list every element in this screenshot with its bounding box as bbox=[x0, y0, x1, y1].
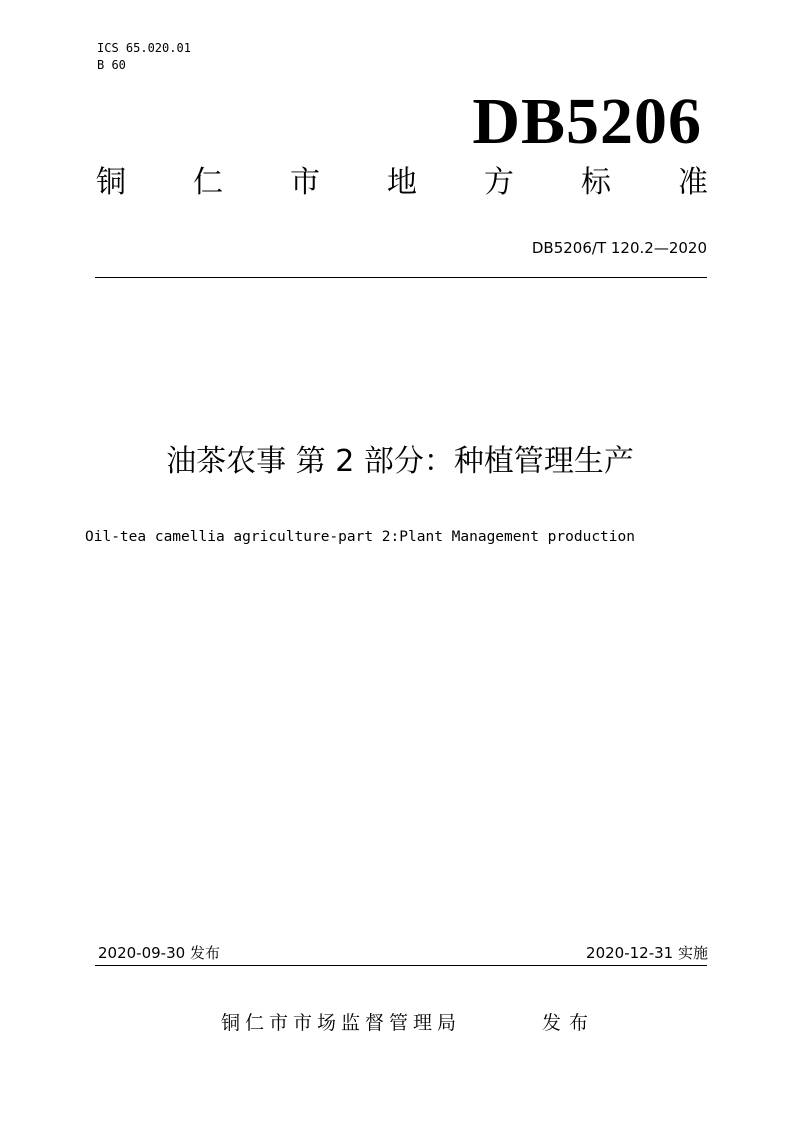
ccs-code: B 60 bbox=[97, 58, 126, 72]
standard-type-char: 方 bbox=[484, 165, 514, 200]
standard-type-char: 标 bbox=[581, 165, 611, 200]
publish-date: 2020-09-30 发布 bbox=[98, 944, 220, 962]
standard-type-char: 准 bbox=[678, 165, 708, 200]
issuing-authority: 铜仁市市场监督管理局 bbox=[221, 1012, 462, 1034]
implement-date: 2020-12-31 实施 bbox=[586, 944, 708, 962]
standard-type-heading bbox=[96, 163, 708, 203]
standard-type-char: 地 bbox=[387, 165, 417, 200]
standard-number: DB5206/T 120.2—2020 bbox=[531, 239, 707, 257]
header-divider bbox=[95, 277, 707, 278]
classification-codes bbox=[97, 40, 191, 74]
standard-type-char: 铜 bbox=[96, 165, 126, 200]
footer-divider bbox=[95, 965, 707, 966]
issue-label: 发布 bbox=[542, 1012, 597, 1034]
standard-type-char: 仁 bbox=[193, 165, 223, 200]
document-title-english: Oil-tea camellia agriculture-part 2:Plant Management production bbox=[85, 529, 635, 545]
standard-type-char: 市 bbox=[290, 165, 320, 200]
document-title-chinese: 油茶农事 第 2 部分：种植管理生产 bbox=[166, 444, 634, 479]
ics-code: ICS 65.020.01 bbox=[97, 41, 191, 55]
standard-code-logo: DB5206 bbox=[472, 85, 702, 158]
